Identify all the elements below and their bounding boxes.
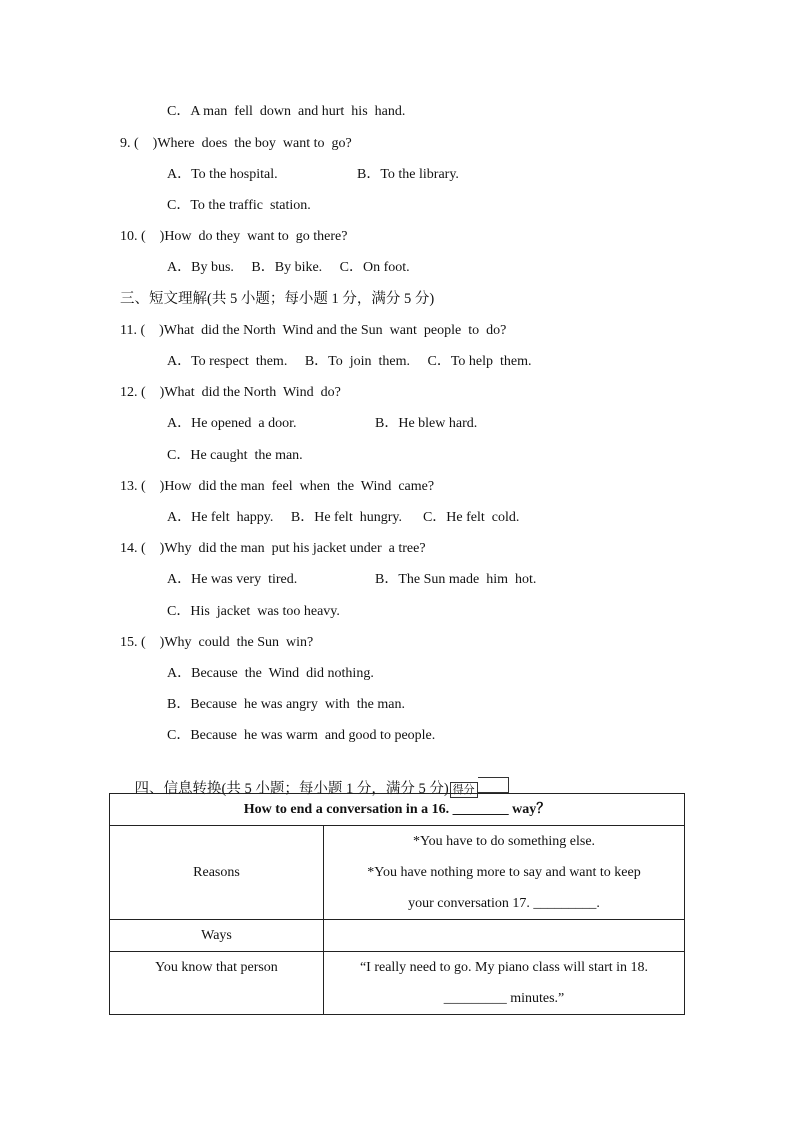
ways-content [324, 920, 685, 952]
q13-question: 13. ( )How did the man feel when the Wind came? [120, 479, 435, 494]
q13-options: A．He felt happy. B．He felt hungry. C．He felt cold. [167, 510, 520, 525]
q12-option-a: A．He opened a door. [167, 416, 297, 431]
q12-option-c: C．He caught the man. [167, 448, 303, 463]
score-blank[interactable] [478, 777, 509, 793]
q9-option-a: A．To the hospital. [167, 167, 278, 182]
q11-question: 11. ( )What did the North Wind and the Sun want people to do? [120, 323, 507, 338]
know-line-1: “I really need to go. My piano class will start in 18. [359, 960, 649, 975]
reasons-line-2: *You have nothing more to say and want to keep [367, 865, 641, 880]
q9-question: 9. ( )Where does the boy want to go? [120, 136, 352, 151]
section-4-title: 四、信息转换(共 5 小题；每小题 1 分，满分 5 分) [134, 781, 449, 797]
q12-question: 12. ( )What did the North Wind do? [120, 385, 341, 400]
q9-option-c: C．To the traffic station. [167, 198, 311, 213]
reasons-line-1: *You have to do something else. [412, 834, 596, 849]
q14-option-b: B．The Sun made him hot. [375, 572, 537, 587]
know-content [324, 952, 685, 1015]
reasons-line-3: your conversation 17. _________. [408, 896, 600, 911]
q9-option-b: B．To the library. [357, 167, 459, 182]
reasons-content [324, 826, 685, 920]
table-title-row [110, 794, 685, 826]
reasons-label: Reasons [110, 826, 324, 920]
q15-option-a: A．Because the Wind did nothing. [167, 666, 374, 681]
q14-option-c: C．His jacket was too heavy. [167, 604, 340, 619]
reasons-row [110, 826, 685, 920]
q10-options: A．By bus. B．By bike. C．On foot. [167, 260, 410, 275]
q15-option-c: C．Because he was warm and good to people. [167, 728, 436, 743]
table-title: How to end a conversation in a 16. ________ way？ [110, 794, 685, 826]
q8-option-c: C．A man fell down and hurt his hand. [167, 104, 406, 119]
ways-label: Ways [110, 920, 324, 952]
score-label: 得分 [450, 782, 478, 798]
q11-options: A．To respect them. B．To join them. C．To help them. [167, 354, 532, 369]
q14-question: 14. ( )Why did the man put his jacket under a tree? [120, 541, 426, 556]
know-row [110, 952, 685, 1015]
q10-question: 10. ( )How do they want to go there? [120, 229, 348, 244]
ways-row [110, 920, 685, 952]
q12-option-b: B．He blew hard. [375, 416, 478, 431]
q14-option-a: A．He was very tired. [167, 572, 298, 587]
info-table [109, 793, 685, 1015]
q15-option-b: B．Because he was angry with the man. [167, 697, 405, 712]
section-3-heading: 三、短文理解(共 5 小题；每小题 1 分，满分 5 分) [120, 291, 435, 307]
know-line-2: _________ minutes.” [443, 991, 565, 1006]
q15-question: 15. ( )Why could the Sun win? [120, 635, 314, 650]
know-label: You know that person [110, 952, 324, 1015]
